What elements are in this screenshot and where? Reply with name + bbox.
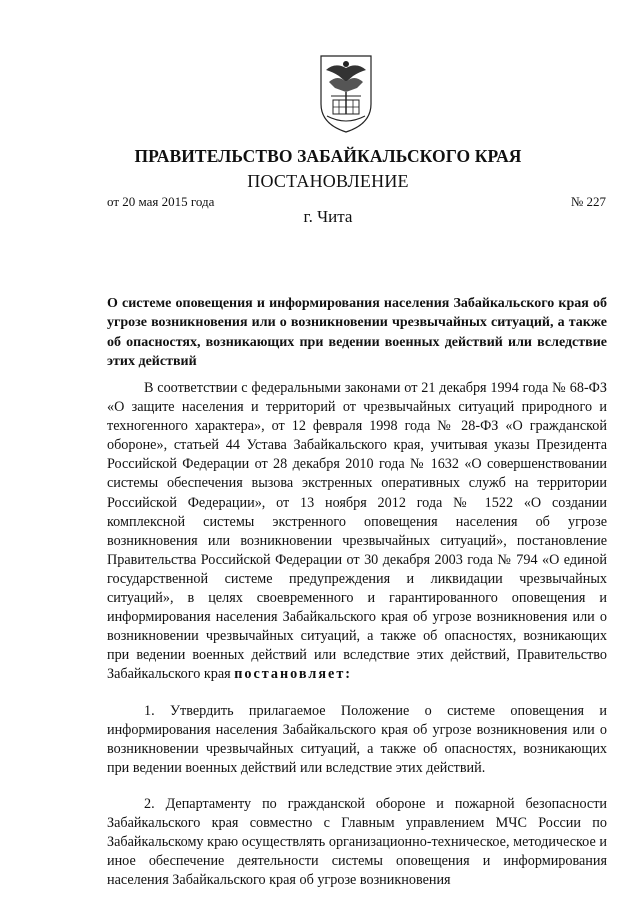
preamble-text: В соответствии с федеральными законами от 21 декабря 1994 года № 68-ФЗ «О защите населения и территорий от чрезвычайных ситуаций природного и техногенного характера», от 12 февраля 1998 года № 28-ФЗ «О гражданской обороне», статьей 44 Устава Забайкальского края, учитывая указы Президента Российской Федерации от 28 декабря 2010 года № 1632 «О совершенствовании системы обеспечения вызова экстренных оперативных служб на территории Российской Федерации», от 13 ноября 2012 года № 1522 «О создании комплексной системы экстренного оповещения населения об угрозе возникновения или возникновении чрезвычайных ситуаций», постановление Правительства Российской Федерации от 30 декабря 2003 года № 794 «О единой государственной системе предупреждения и ликвидации чрезвычайных ситуаций», в целях своевременного и гарантированного оповещения и информирования населения Забайкальского края об угрозе возникновения или о возникновении чрезвычайных ситуаций, а также об опасностях, возникающих при ведении военных действий или вследствие этих действий, Правительство Забайкальского края bbox=[107, 380, 607, 683]
document-title: О системе оповещения и информирования населения Забайкальского края об угрозе возникновения или о возникновении чрезвычайных ситуаций, а также об опасностях, возникающих при ведении военных действий или вследствие этих действий bbox=[107, 296, 607, 369]
city-name: г. Чита bbox=[303, 207, 353, 226]
item-paragraph-2: 2. Департаменту по гражданской обороне и пожарной безопасности Забайкальского края совместно с Главным управлением МЧС России по Забайкальскому краю осуществлять организационно-техническое, методическое и иное обеспечение деятельности системы оповещения и информирования населения Забайкальского края об угрозе возникновения bbox=[107, 795, 607, 889]
decree-word: постановляет: bbox=[234, 666, 353, 683]
preamble-paragraph bbox=[107, 379, 607, 685]
government-name: ПРАВИТЕЛЬСТВО ЗАБАЙКАЛЬСКОГО КРАЯ bbox=[134, 146, 522, 166]
document-number: № 227 bbox=[570, 194, 606, 209]
document-type: ПОСТАНОВЛЕНИЕ bbox=[247, 171, 409, 191]
document-body bbox=[107, 379, 607, 890]
coat-of-arms-emblem bbox=[313, 52, 379, 134]
item-paragraph-1: 1. Утвердить прилагаемое Положение о системе оповещения и информирования населения Забайкальского края об угрозе возникновения или о возникновении чрезвычайных ситуаций, а также об опасностях, возникающих при ведении военных действий или вследствие этих действий. bbox=[107, 702, 607, 776]
document-date: от 20 мая 2015 года bbox=[107, 194, 215, 209]
